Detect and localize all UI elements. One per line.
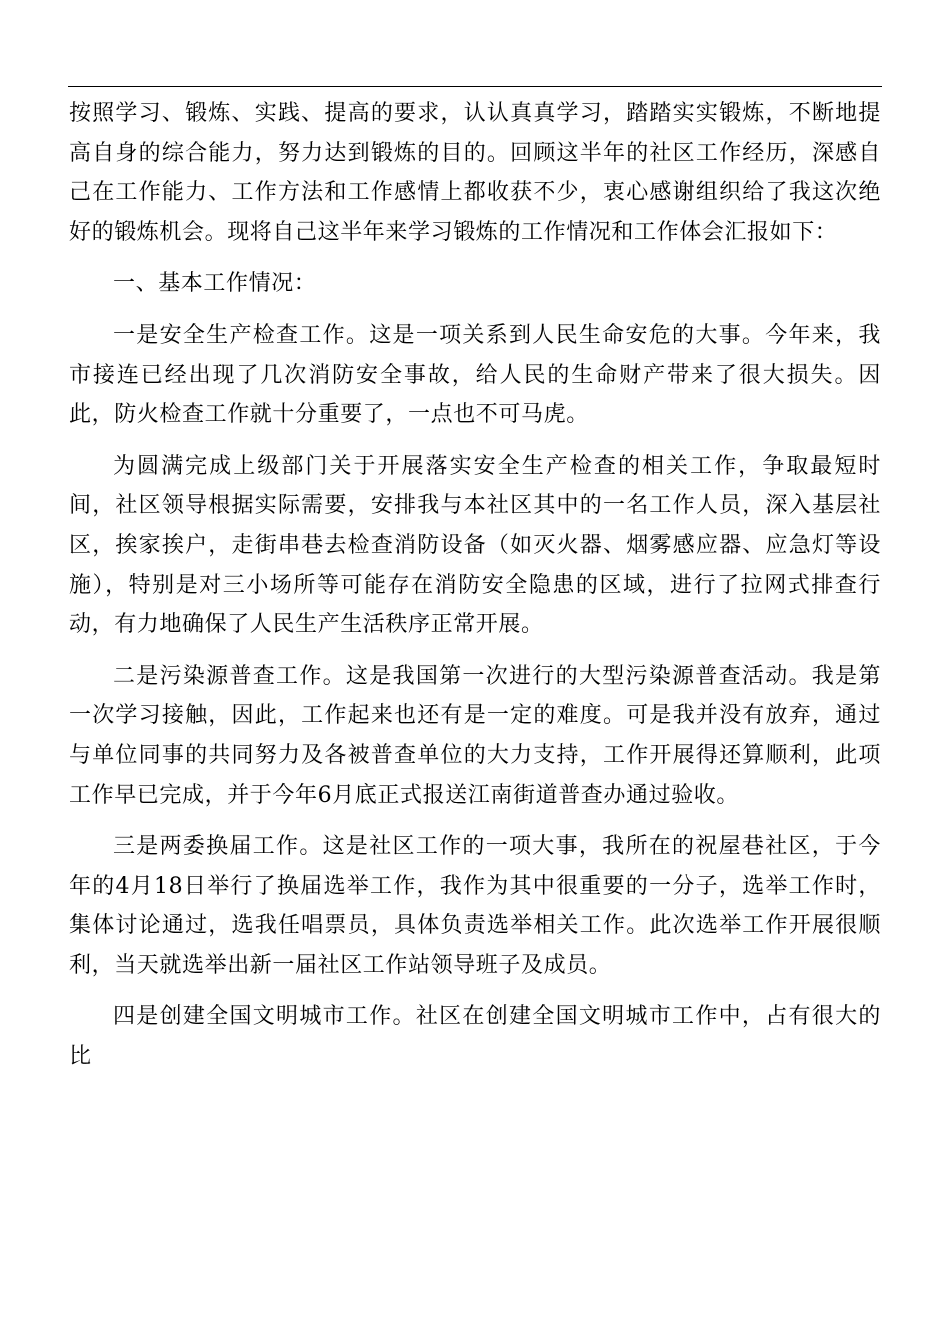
paragraph-election: 三是两委换届工作。这是社区工作的一项大事，我所在的祝屋巷社区，于今年的4月18日举行了换届选举工作，我作为其中很重要的一分子，选举工作时，集体讨论通过，选我任唱票员，具体负责选举相关工作。此次选举工作开展很顺利，当天就选举出新一届社区工作站领导班子及成员。 <box>69 834 881 978</box>
section-heading-basic-work: 一、基本工作情况： <box>113 271 317 297</box>
document-body <box>69 94 881 1089</box>
header-rule <box>68 86 882 87</box>
paragraph-civilized-city: 四是创建全国文明城市工作。社区在创建全国文明城市工作中，占有很大的比 <box>69 1004 881 1070</box>
paragraph-pollution-census: 二是污染源普查工作。这是我国第一次进行的大型污染源普查活动。我是第一次学习接触，因此，工作起来也还有是一定的难度。可是我并没有放弃，通过与单位同事的共同努力及各被普查单位的大力支持，工作开展得还算顺利，此项工作早已完成，并于今年6月底正式报送江南街道普查办通过验收。 <box>69 663 881 808</box>
paragraph-safety-inspection-detail: 为圆满完成上级部门关于开展落实安全生产检查的相关工作，争取最短时间，社区领导根据实际需要，安排我与本社区其中的一名工作人员，深入基层社区，挨家挨户，走街串巷去检查消防设备（如灭火器、烟雾感应器、应急灯等设施），特别是对三小场所等可能存在消防安全隐患的区域，进行了拉网式排查行动，有力地确保了人民生产生活秩序正常开展。 <box>69 453 881 638</box>
paragraph-safety-inspection: 一是安全生产检查工作。这是一项关系到人民生命安危的大事。今年来，我市接连已经出现了几次消防安全事故，给人民的生命财产带来了很大损失。因此，防火检查工作就十分重要了，一点也不可马虎。 <box>69 322 881 428</box>
paragraph-1: 按照学习、锻炼、实践、提高的要求，认认真真学习，踏踏实实锻炼，不断地提高自身的综合能力，努力达到锻炼的目的。回顾这半年的社区工作经历，深感自己在工作能力、工作方法和工作感情上都收获不少，衷心感谢组织给了我这次绝好的锻炼机会。现将自己这半年来学习锻炼的工作情况和工作体会汇报如下： <box>69 101 881 245</box>
